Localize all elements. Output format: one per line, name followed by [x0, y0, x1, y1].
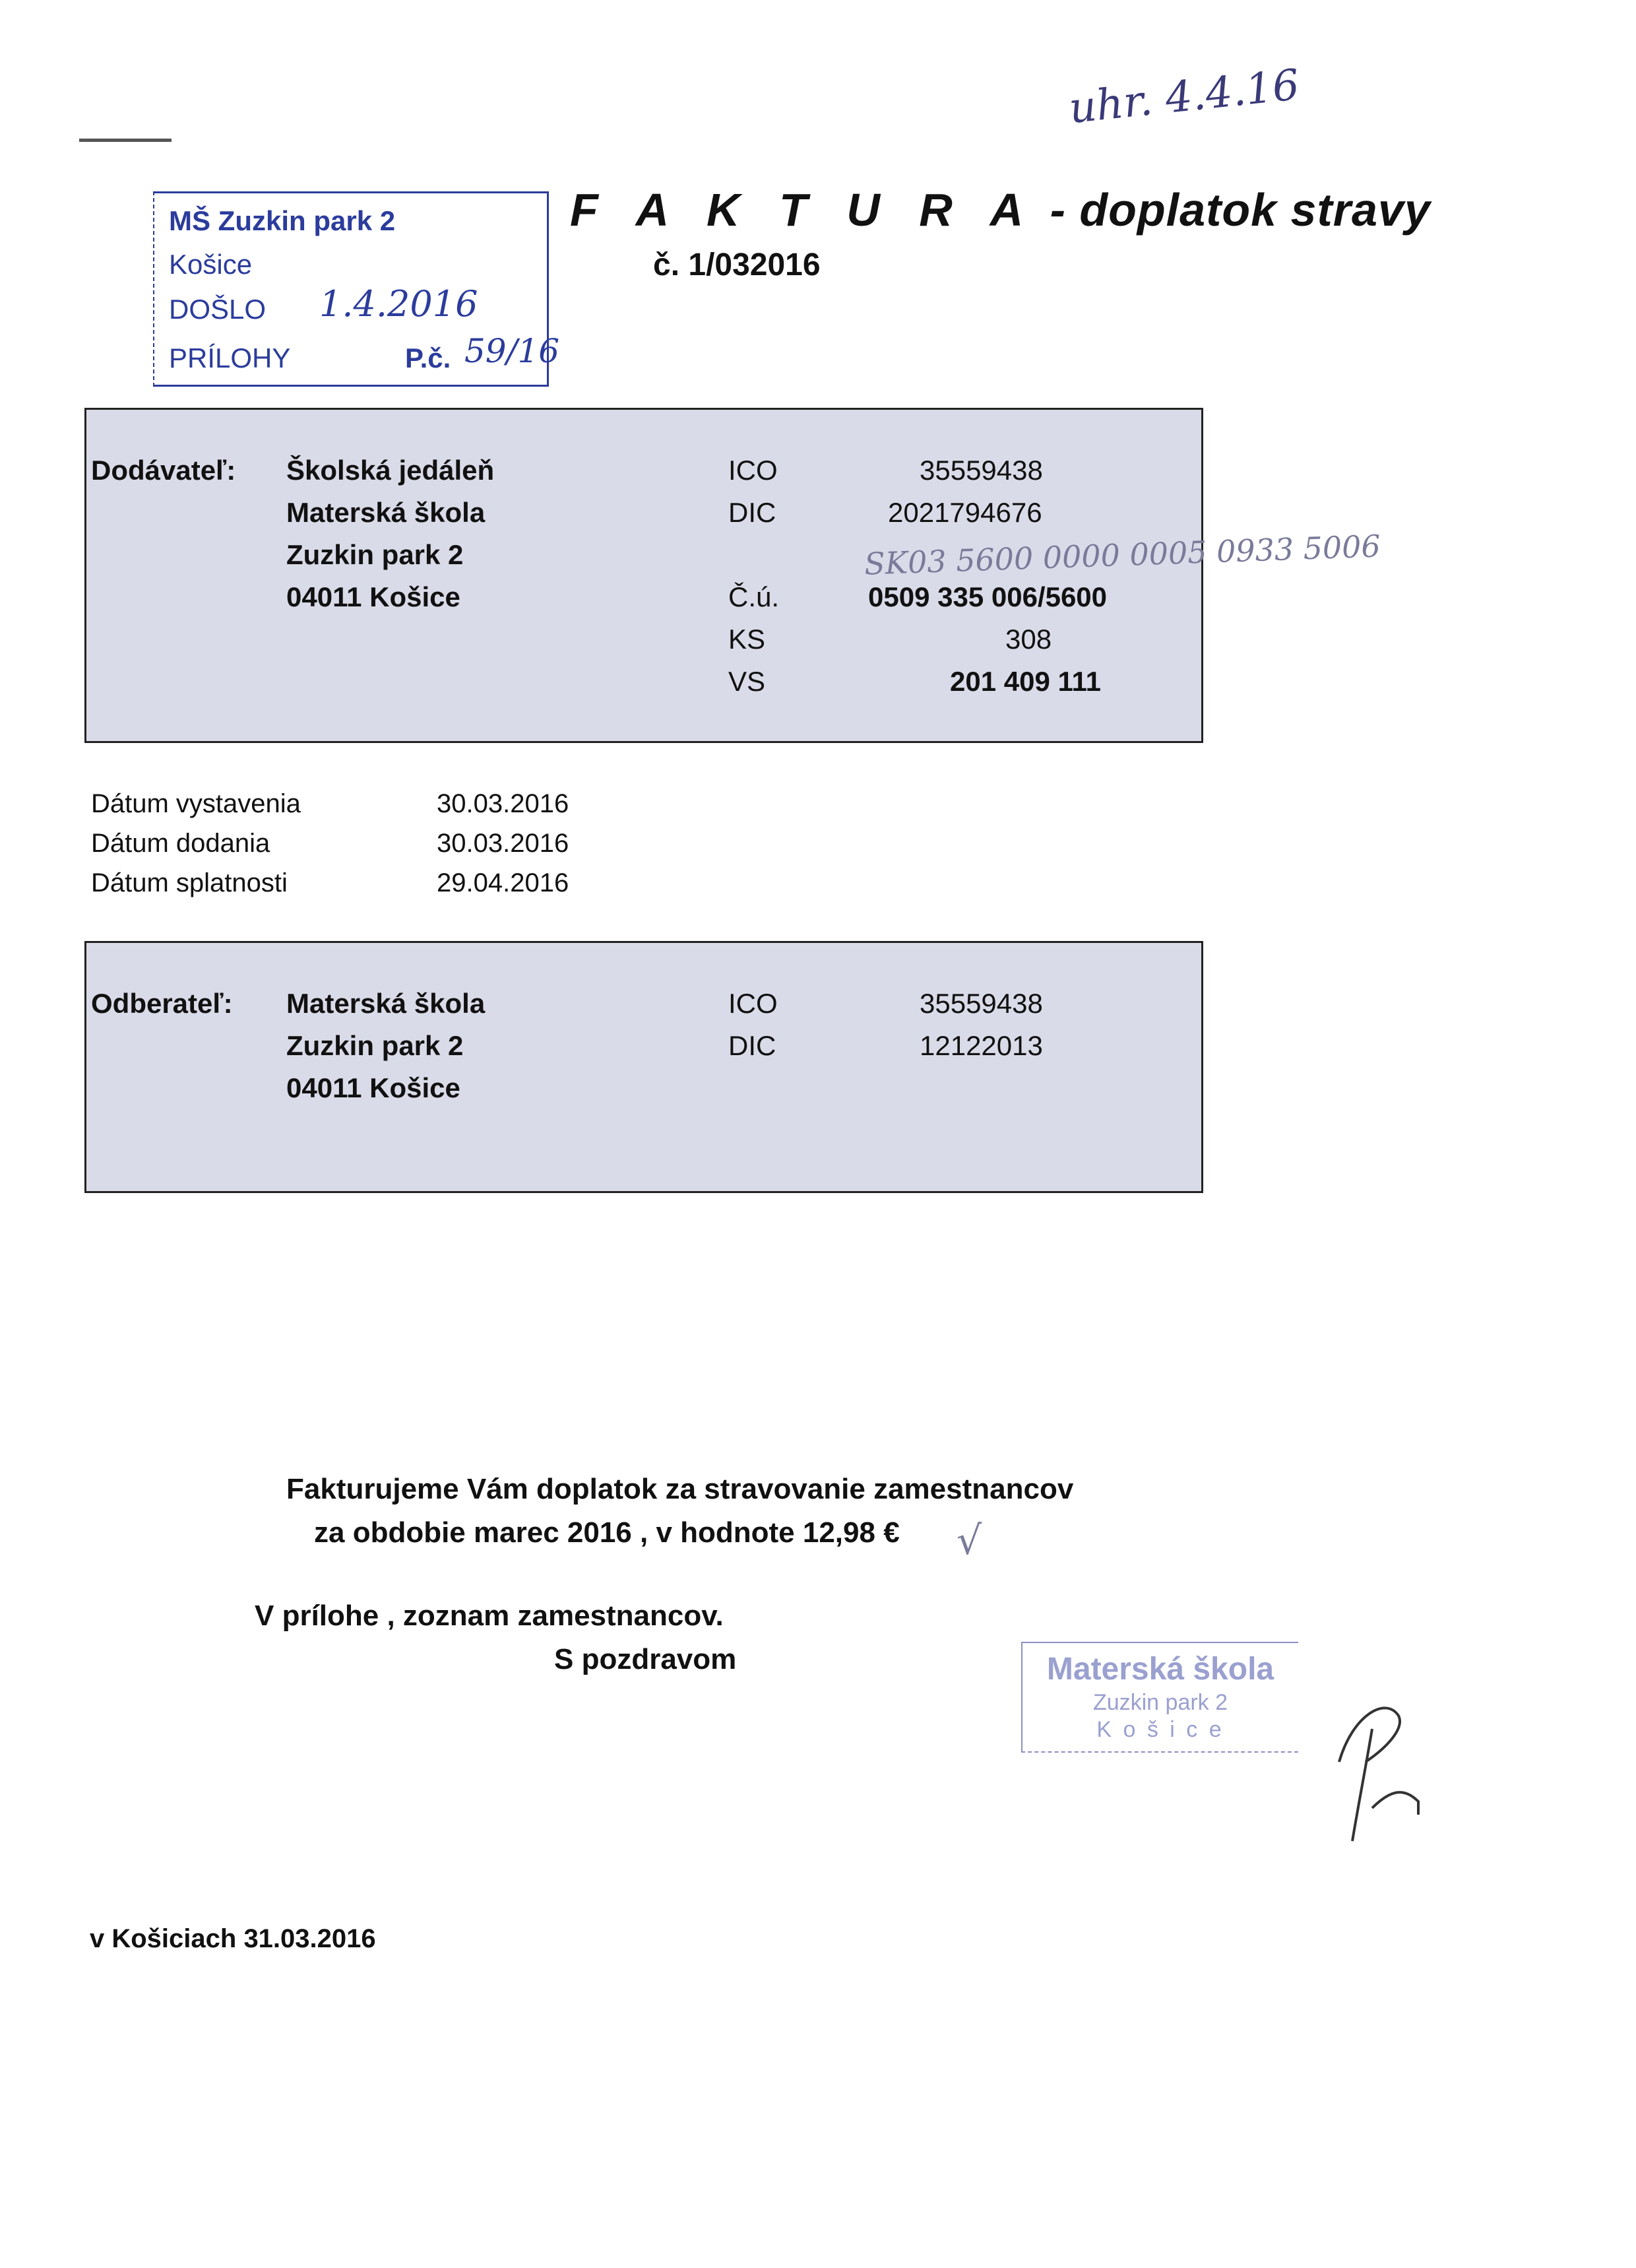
school-stamp-line-2: Zuzkin park 2: [1092, 1690, 1228, 1715]
supplier-line-3: Zuzkin park 2: [286, 539, 464, 570]
date-label-delivered: Dátum dodania: [91, 829, 270, 858]
invoice-title-main: F A K T U R A: [570, 184, 1037, 236]
date-value-issued: 30.03.2016: [437, 789, 569, 818]
date-label-issued: Dátum vystavenia: [91, 789, 301, 818]
supplier-label: Dodávateľ:: [91, 455, 236, 486]
customer-label: Odberateľ:: [91, 988, 233, 1019]
stamp-org: MŠ Zuzkin park 2: [169, 205, 396, 236]
supplier-dic-label: DIC: [728, 497, 776, 528]
customer-ico-value: 35559438: [920, 988, 1043, 1019]
date-label-due: Dátum splatnosti: [91, 868, 288, 897]
invoice-title-suffix: - doplatok stravy: [1050, 184, 1431, 236]
received-stamp: [153, 191, 560, 387]
date-value-delivered: 30.03.2016: [437, 829, 569, 858]
school-stamp-line-3: K o š i c e: [1096, 1717, 1224, 1742]
school-stamp-line-1: Materská škola: [1046, 1652, 1274, 1687]
supplier-vs-value: 201 409 111: [950, 666, 1101, 697]
signature-icon: [1326, 1689, 1438, 1848]
stamp-received-date: 1.4.2016: [319, 283, 478, 325]
customer-dic-label: DIC: [728, 1030, 776, 1061]
dates-block: [91, 789, 619, 921]
supplier-account-value: 0509 335 006/5600: [868, 581, 1108, 612]
supplier-ico-value: 35559438: [920, 455, 1043, 486]
stamp-received-label: DOŠLO: [169, 294, 267, 325]
date-value-due: 29.04.2016: [437, 868, 569, 897]
stamp-attachments-label: PRÍLOHY: [169, 342, 291, 373]
customer-line-3: 04011 Košice: [286, 1072, 460, 1103]
handwritten-iban: SK03 5600 0000 0005 0933 5006: [864, 528, 1381, 582]
body-line-2: za obdobie marec 2016 , v hodnote 12,98 €: [314, 1516, 900, 1549]
supplier-line-2: Materská škola: [286, 497, 486, 528]
supplier-vs-label: VS: [728, 666, 766, 697]
stamp-pc-value: 59/16: [464, 332, 560, 370]
supplier-account-label: Č.ú.: [728, 581, 780, 612]
supplier-dic-value: 2021794676: [888, 497, 1042, 528]
customer-box: [84, 941, 1203, 1193]
supplier-ks-value: 308: [1005, 624, 1052, 655]
school-stamp: [1021, 1642, 1298, 1753]
body-line-1: Fakturujeme Vám doplatok za stravovanie zamestnancov: [286, 1473, 1074, 1505]
stamp-pc-label: P.č.: [405, 342, 451, 373]
body-line-4: S pozdravom: [554, 1643, 737, 1675]
supplier-ks-label: KS: [728, 624, 766, 655]
customer-dic-value: 12122013: [920, 1030, 1043, 1061]
invoice-title: [570, 183, 1431, 236]
supplier-line-4: 04011 Košice: [286, 581, 460, 612]
customer-line-1: Materská škola: [286, 988, 486, 1019]
invoice-number: č. 1/032016: [653, 247, 821, 282]
checkmark-icon: √: [957, 1518, 982, 1564]
scan-mark: [79, 139, 172, 142]
handwritten-note: uhr. 4.4.16: [1067, 60, 1302, 134]
place-date: v Košiciach 31.03.2016: [90, 1924, 376, 1953]
stamp-city: Košice: [169, 249, 253, 280]
supplier-ico-label: ICO: [728, 455, 778, 486]
supplier-line-1: Školská jedáleň: [286, 455, 495, 486]
customer-ico-label: ICO: [728, 988, 778, 1019]
customer-line-2: Zuzkin park 2: [286, 1030, 464, 1061]
body-line-3: V prílohe , zoznam zamestnancov.: [255, 1600, 724, 1632]
